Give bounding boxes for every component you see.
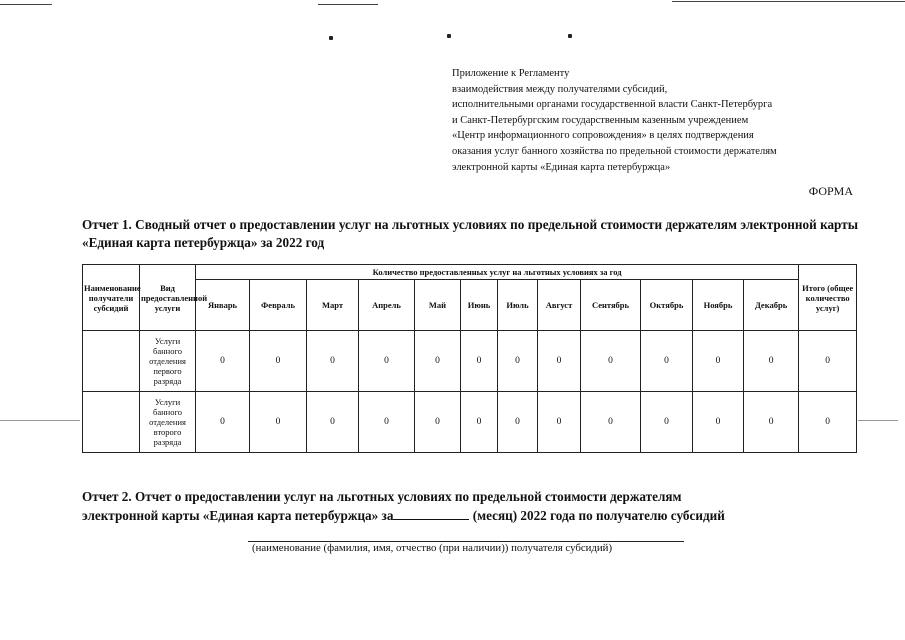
scan-artifact-line xyxy=(0,4,52,5)
appendix-line: и Санкт-Петербургским государственным казенным учреждением xyxy=(452,114,749,126)
header-recipient: Наименование получатели субсидий xyxy=(83,265,140,331)
report2-title-line2 xyxy=(82,506,862,525)
header-service-type: Вид предоставленной услуги xyxy=(140,265,196,331)
appendix-header xyxy=(452,66,872,175)
cell-value: 0 xyxy=(461,331,498,392)
cell-value: 0 xyxy=(498,392,538,453)
header-month: Май xyxy=(415,280,461,331)
cell-value: 0 xyxy=(581,331,641,392)
report1-title: Отчет 1. Сводный отчет о предоставлении услуг на льготных условиях по предельной стоимости держателям электронной карты «Единая карта петербуржца» за 2022 год xyxy=(82,217,858,250)
cell-value: 0 xyxy=(359,392,415,453)
header-month: Сентябрь xyxy=(581,280,641,331)
scan-artifact-dot xyxy=(329,36,333,40)
appendix-line: Приложение к Регламенту xyxy=(452,68,570,79)
appendix-line: оказания услуг банного хозяйства по предельной стоимости держателям xyxy=(452,145,777,157)
report2-title-line1: Отчет 2. Отчет о предоставлении услуг на льготных условиях по предельной стоимости держателям xyxy=(82,489,682,504)
cell-value: 0 xyxy=(307,392,359,453)
report2-title-line2-after: (месяц) 2022 года по получателю субсидий xyxy=(472,508,725,523)
cell-value: 0 xyxy=(581,392,641,453)
table-row xyxy=(83,392,857,453)
cell-total: 0 xyxy=(799,331,857,392)
cell-value: 0 xyxy=(359,331,415,392)
header-month: Январь xyxy=(196,280,250,331)
cell-recipient xyxy=(83,331,140,392)
cell-value: 0 xyxy=(538,392,581,453)
appendix-line: электронной карты «Единая карта петербуржца» xyxy=(452,161,671,173)
scan-artifact-dot xyxy=(568,34,572,38)
report2-title xyxy=(82,488,862,525)
cell-value: 0 xyxy=(641,392,693,453)
cell-total: 0 xyxy=(799,392,857,453)
appendix-line: «Центр информационного сопровождения» в целях подтверждения xyxy=(452,130,754,142)
cell-value: 0 xyxy=(415,392,461,453)
cell-value: 0 xyxy=(307,331,359,392)
cell-value: 0 xyxy=(250,331,307,392)
header-month: Декабрь xyxy=(744,280,799,331)
cell-service: Услуги банного отделения второго разряда xyxy=(140,392,196,453)
scan-artifact-line xyxy=(318,4,378,5)
cell-value: 0 xyxy=(693,331,744,392)
cell-value: 0 xyxy=(641,331,693,392)
cell-service: Услуги банного отделения первого разряда xyxy=(140,331,196,392)
header-month: Март xyxy=(307,280,359,331)
cell-value: 0 xyxy=(415,331,461,392)
header-quantity-group: Количество предоставленных услуг на льготных условиях за год xyxy=(196,265,799,280)
scan-artifact-line xyxy=(858,420,898,421)
cell-value: 0 xyxy=(744,331,799,392)
header-total: Итого (общее количество услуг) xyxy=(799,265,857,331)
table-row xyxy=(83,331,857,392)
cell-value: 0 xyxy=(196,331,250,392)
header-month: Июль xyxy=(498,280,538,331)
report2-title-line2-before: электронной карты «Единая карта петербуржца» за xyxy=(82,508,394,523)
form-label: ФОРМА xyxy=(808,184,853,198)
header-month: Октябрь xyxy=(641,280,693,331)
cell-value: 0 xyxy=(693,392,744,453)
cell-value: 0 xyxy=(744,392,799,453)
header-month: Февраль xyxy=(250,280,307,331)
appendix-line: исполнительными органами государственной власти Санкт-Петербурга xyxy=(452,99,773,111)
recipient-caption: (наименование (фамилия, имя, отчество (при наличии)) получателя субсидий) xyxy=(252,542,613,554)
cell-value: 0 xyxy=(196,392,250,453)
cell-value: 0 xyxy=(498,331,538,392)
header-month: Апрель xyxy=(359,280,415,331)
report1-table xyxy=(82,264,857,453)
cell-value: 0 xyxy=(250,392,307,453)
scan-artifact-line xyxy=(672,1,905,2)
cell-recipient xyxy=(83,392,140,453)
appendix-line: взаимодействия между получателями субсидий, xyxy=(452,83,668,95)
scan-artifact-dot xyxy=(447,34,451,38)
header-month: Август xyxy=(538,280,581,331)
header-month: Ноябрь xyxy=(693,280,744,331)
month-blank-field[interactable] xyxy=(393,506,469,520)
header-month: Июнь xyxy=(461,280,498,331)
cell-value: 0 xyxy=(538,331,581,392)
scan-artifact-line xyxy=(0,420,80,421)
cell-value: 0 xyxy=(461,392,498,453)
